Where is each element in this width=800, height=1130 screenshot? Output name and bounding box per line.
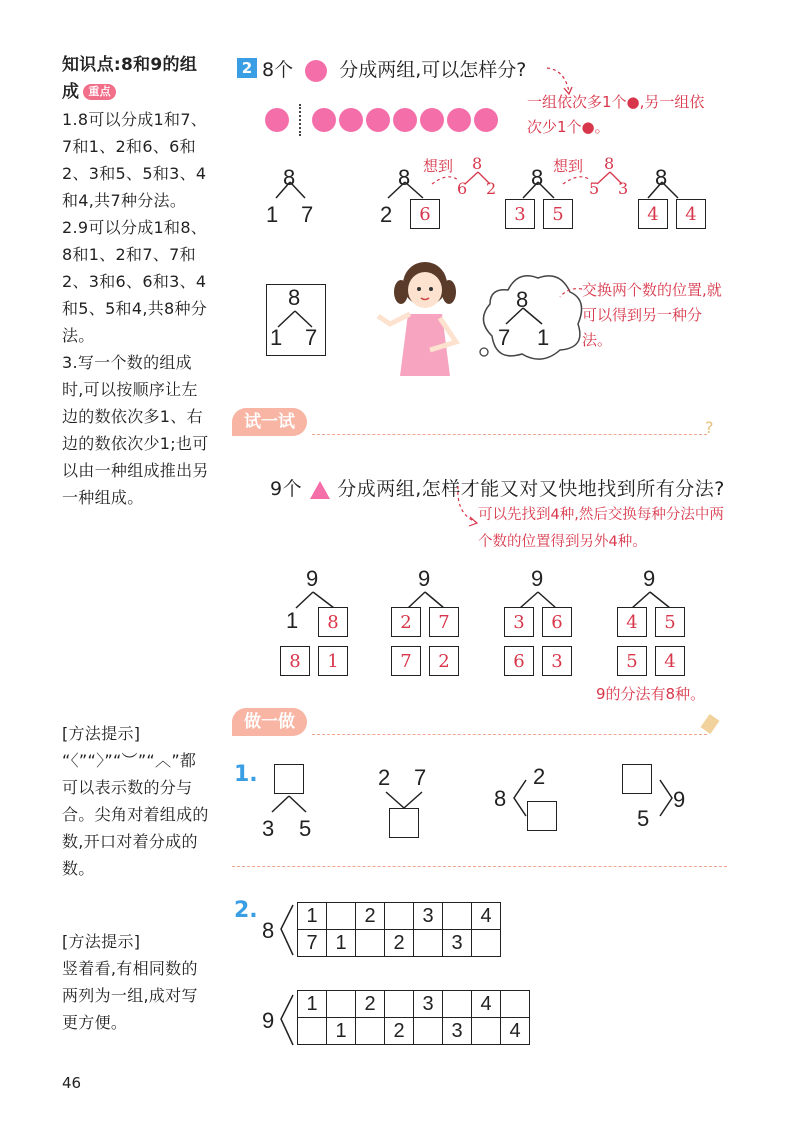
digit: 3 bbox=[262, 816, 275, 841]
grid-row-top bbox=[298, 991, 530, 1018]
answer-box: 4 bbox=[638, 199, 668, 229]
swap-note: 交换两个数的位置,就可以得到另一种分法。 bbox=[582, 281, 722, 349]
split-bracket bbox=[277, 901, 297, 961]
grid-cell: 3 bbox=[443, 1018, 472, 1045]
grid-cell: 1 bbox=[327, 930, 356, 957]
method-tip-1 bbox=[62, 720, 212, 882]
digit: 7 bbox=[305, 325, 318, 350]
blank-box[interactable] bbox=[389, 808, 419, 838]
method-tip-2 bbox=[62, 928, 212, 1036]
digit: 1 bbox=[537, 325, 550, 350]
red-digit: 8 bbox=[604, 154, 615, 173]
grid-cell: 4 bbox=[472, 903, 501, 930]
pink-dot bbox=[420, 108, 444, 132]
grid-cell[interactable] bbox=[472, 1018, 501, 1045]
answer-box: 5 bbox=[655, 607, 685, 637]
question-number-badge: 2 bbox=[237, 58, 257, 78]
digit: 7 bbox=[301, 202, 314, 227]
answer-box: 3 bbox=[505, 199, 535, 229]
grid-cell[interactable] bbox=[501, 991, 530, 1018]
answer-box: 4 bbox=[617, 607, 647, 637]
digit: 5 bbox=[299, 816, 312, 841]
grid-cell: 4 bbox=[501, 1018, 530, 1045]
grid-cell[interactable] bbox=[356, 1018, 385, 1045]
knowledge-point-2: 2.9可以分成1和8、8和1、2和7、7和2、3和6、6和3、4和5、5和4,共8种分法。 bbox=[62, 218, 208, 345]
answer-box: 6 bbox=[410, 199, 440, 229]
composition-grid-9 bbox=[297, 990, 530, 1045]
digit: 8 bbox=[262, 918, 275, 943]
digit: 8 bbox=[283, 165, 296, 190]
divider-line bbox=[299, 104, 301, 136]
split-bracket bbox=[277, 991, 297, 1051]
digit: 8 bbox=[494, 786, 507, 811]
grid-row-bottom bbox=[298, 1018, 530, 1045]
answer-box: 7 bbox=[391, 646, 421, 676]
answer-box: 4 bbox=[676, 199, 706, 229]
note-arrow-icon bbox=[454, 484, 484, 534]
answer-box: 8 bbox=[318, 607, 348, 637]
grid-cell[interactable] bbox=[327, 991, 356, 1018]
exercise-number: 2. bbox=[234, 898, 258, 923]
grid-cell[interactable] bbox=[385, 991, 414, 1018]
digit: 2 bbox=[533, 764, 546, 789]
grid-cell: 3 bbox=[414, 991, 443, 1018]
digit: 8 bbox=[655, 165, 668, 190]
answer-box: 8 bbox=[280, 646, 310, 676]
grid-cell[interactable] bbox=[356, 930, 385, 957]
section-divider bbox=[232, 866, 727, 867]
digit: 8 bbox=[398, 165, 411, 190]
digit: 1 bbox=[266, 202, 279, 227]
method-tip-text: 竖着看,有相同数的两列为一组,成对写更方便。 bbox=[62, 959, 198, 1032]
digit: 1 bbox=[286, 608, 299, 633]
try-summary: 9的分法有8种。 bbox=[596, 685, 706, 703]
red-digit: 6 bbox=[457, 179, 468, 198]
red-digit: 8 bbox=[472, 154, 483, 173]
digit: 9 bbox=[262, 1008, 275, 1033]
grid-cell: 2 bbox=[356, 903, 385, 930]
blank-box[interactable] bbox=[527, 801, 557, 831]
grid-cell: 1 bbox=[298, 991, 327, 1018]
answer-box: 6 bbox=[542, 607, 572, 637]
grid-cell[interactable] bbox=[298, 1018, 327, 1045]
grid-cell: 1 bbox=[327, 1018, 356, 1045]
grid-cell[interactable] bbox=[327, 903, 356, 930]
try-question: 9个 分成两组,怎样才能又对又快地找到所有分法? bbox=[270, 478, 725, 500]
digit: 9 bbox=[643, 566, 656, 591]
red-digit: 2 bbox=[486, 179, 497, 198]
do-tab: 做一做 bbox=[232, 708, 307, 736]
exercise-number: 1. bbox=[234, 762, 258, 787]
digit: 8 bbox=[531, 165, 544, 190]
grid-cell: 7 bbox=[298, 930, 327, 957]
answer-box: 7 bbox=[429, 607, 459, 637]
digit: 9 bbox=[306, 566, 319, 591]
grid-cell[interactable] bbox=[385, 903, 414, 930]
hint-arrow-icon bbox=[545, 60, 575, 100]
digit: 5 bbox=[637, 806, 650, 831]
digit: 8 bbox=[516, 287, 529, 312]
pink-dot bbox=[312, 108, 336, 132]
grid-cell: 4 bbox=[472, 991, 501, 1018]
grid-cell[interactable] bbox=[414, 1018, 443, 1045]
blank-box[interactable] bbox=[274, 764, 304, 794]
knowledge-point-1: 1.8可以分成1和7、7和1、2和6、6和2、3和5、5和3、4和4,共7种分法。 bbox=[62, 110, 208, 210]
grid-cell[interactable] bbox=[472, 930, 501, 957]
grid-cell[interactable] bbox=[443, 991, 472, 1018]
digit: 9 bbox=[673, 787, 686, 812]
grid-cell: 3 bbox=[443, 930, 472, 957]
pink-triangle-icon bbox=[309, 480, 331, 500]
page-number: 46 bbox=[62, 1074, 82, 1092]
grid-cell: 2 bbox=[385, 1018, 414, 1045]
grid-cell[interactable] bbox=[443, 903, 472, 930]
knowledge-title: 知识点:8和9的组成 重点 bbox=[62, 55, 198, 102]
knowledge-point-3: 3.写一个数的组成时,可以按顺序让左边的数依次多1、右边的数依次少1;也可以由一种组成推出另一种组成。 bbox=[62, 353, 209, 507]
digit: 9 bbox=[531, 566, 544, 591]
grid-cell: 2 bbox=[385, 930, 414, 957]
answer-box: 2 bbox=[429, 646, 459, 676]
key-badge: 重点 bbox=[83, 84, 116, 100]
method-tip-title: [方法提示] bbox=[62, 932, 141, 951]
grid-row-top bbox=[298, 903, 501, 930]
answer-box: 5 bbox=[617, 646, 647, 676]
grid-cell: 3 bbox=[414, 903, 443, 930]
pink-dot-icon bbox=[305, 60, 327, 82]
answer-box: 6 bbox=[504, 646, 534, 676]
pink-dot bbox=[447, 108, 471, 132]
girl-illustration bbox=[370, 258, 480, 378]
think-label: 想到 bbox=[553, 157, 584, 175]
digit: 7 bbox=[414, 765, 427, 790]
method-tip-text: “〈”“〉”“︶”“︿”都可以表示数的分与合。尖角对着组成的数,开口对着分成的数。 bbox=[62, 751, 209, 878]
question-text: 8个 分成两组,可以怎样分? bbox=[262, 59, 527, 81]
hint-note: 一组依次多1个●,另一组依次少1个●。 bbox=[527, 93, 705, 136]
answer-box: 3 bbox=[504, 607, 534, 637]
section-divider bbox=[312, 734, 707, 735]
digit: 9 bbox=[418, 566, 431, 591]
answer-box: 1 bbox=[318, 646, 348, 676]
section-divider bbox=[312, 434, 707, 435]
answer-box: 4 bbox=[655, 646, 685, 676]
pink-dot bbox=[393, 108, 417, 132]
red-digit: 5 bbox=[589, 179, 600, 198]
pencil-icon bbox=[700, 714, 719, 734]
grid-cell: 2 bbox=[356, 991, 385, 1018]
red-digit: 3 bbox=[618, 179, 629, 198]
pink-dot bbox=[366, 108, 390, 132]
answer-box: 3 bbox=[542, 646, 572, 676]
grid-cell: 1 bbox=[298, 903, 327, 930]
digit: 8 bbox=[288, 285, 301, 310]
question-mark-icon: ? bbox=[705, 418, 714, 437]
digit: 1 bbox=[270, 325, 283, 350]
composition-grid-8 bbox=[297, 902, 501, 957]
try-tab: 试一试 bbox=[232, 408, 307, 436]
try-note: 可以先找到4种,然后交换每种分法中两个数的位置得到另外4种。 bbox=[478, 507, 724, 550]
method-tip-title: [方法提示] bbox=[62, 724, 141, 743]
think-label: 想到 bbox=[423, 157, 454, 175]
blank-box[interactable] bbox=[622, 764, 652, 794]
pink-dot bbox=[474, 108, 498, 132]
grid-row-bottom bbox=[298, 930, 501, 957]
grid-cell[interactable] bbox=[414, 930, 443, 957]
note-arrow-icon bbox=[556, 283, 586, 303]
answer-box: 2 bbox=[391, 607, 421, 637]
pink-dot bbox=[265, 108, 289, 132]
digit: 2 bbox=[378, 765, 391, 790]
digit: 7 bbox=[498, 325, 511, 350]
digit: 2 bbox=[380, 202, 393, 227]
pink-dot bbox=[339, 108, 363, 132]
answer-box: 5 bbox=[543, 199, 573, 229]
sidebar bbox=[62, 52, 212, 511]
